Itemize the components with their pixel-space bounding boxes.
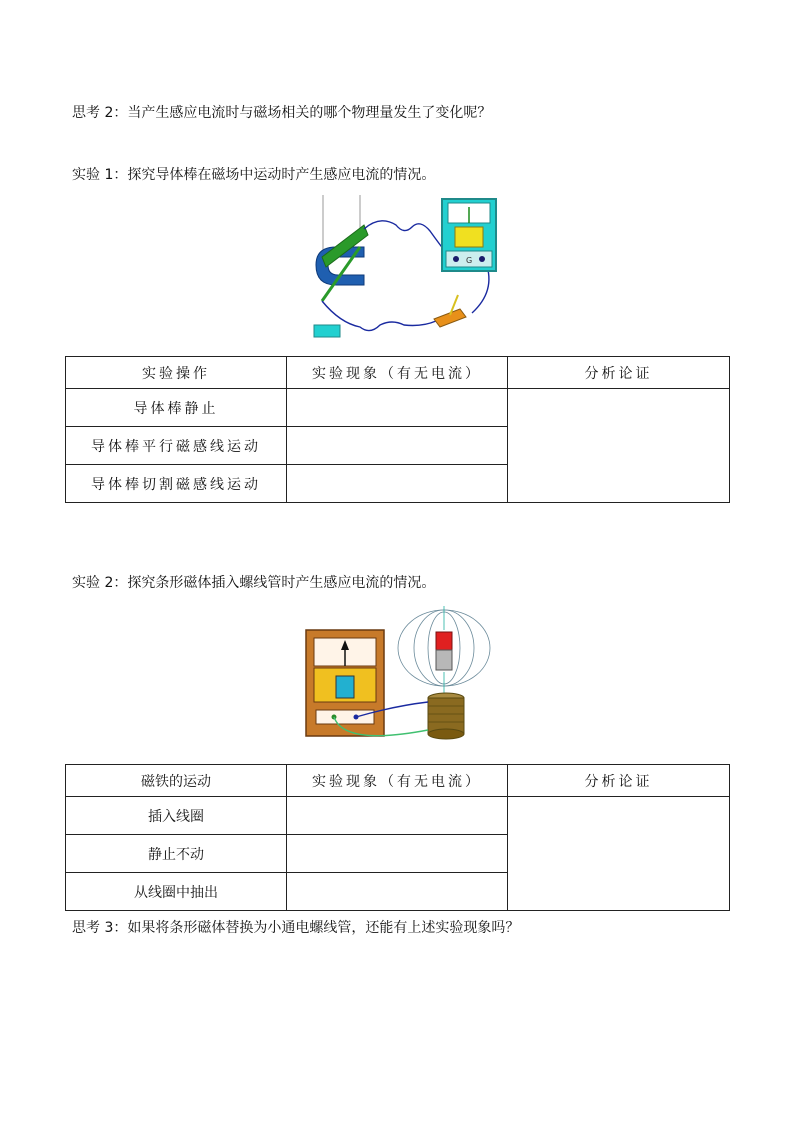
- exp1-header-analysis: 分析论证: [508, 357, 730, 389]
- exp2-analysis-cell[interactable]: [508, 797, 730, 911]
- small-cyan-box: [314, 325, 340, 337]
- experiment-2-figure: [304, 606, 496, 742]
- galvanometer-magnet: [336, 676, 354, 698]
- exp1-analysis-cell[interactable]: [508, 389, 730, 503]
- exp1-row-2-operation: 导体棒平行磁感线运动: [66, 427, 287, 465]
- bar-magnet-south: [436, 650, 452, 670]
- think-3-question: 思考 3：如果将条形磁体替换为小通电螺线管，还能有上述实验现象吗？: [72, 920, 520, 936]
- exp2-header-analysis: 分析论证: [508, 765, 730, 797]
- exp2-row-1-motion: 插入线圈: [66, 797, 287, 835]
- exp1-header-operation: 实验操作: [66, 357, 287, 389]
- switch: [434, 309, 466, 327]
- coil-bottom: [428, 729, 464, 739]
- galvanometer-magnet: [455, 227, 483, 247]
- galvanometer-label: G: [466, 256, 473, 265]
- terminal-left: [453, 256, 459, 262]
- conductor-rod: [322, 225, 368, 267]
- bar-magnet-north: [436, 632, 452, 650]
- experiment-2-table: [65, 764, 730, 911]
- experiment-2-title: 实验 2：探究条形磁体插入螺线管时产生感应电流的情况。: [72, 575, 436, 591]
- exp2-header-phenomenon: 实验现象（有无电流）: [287, 765, 508, 797]
- think-2-question: 思考 2：当产生感应电流时与磁场相关的哪个物理量发生了变化呢？: [72, 105, 492, 121]
- terminal-right: [479, 256, 485, 262]
- exp2-row-2-phenomenon-cell[interactable]: [287, 835, 508, 873]
- exp2-row-3-motion: 从线圈中抽出: [66, 873, 287, 911]
- exp2-header-magnet-motion: 磁铁的运动: [66, 765, 287, 797]
- exp1-row-3-phenomenon-cell[interactable]: [287, 465, 508, 503]
- galvanometer-terminal-panel: [316, 710, 374, 724]
- exp1-row-2-phenomenon-cell[interactable]: [287, 427, 508, 465]
- exp2-row-1-phenomenon-cell[interactable]: [287, 797, 508, 835]
- experiment-1-table: [65, 356, 730, 503]
- coiled-wire-top: [364, 221, 448, 255]
- experiment-1-title: 实验 1：探究导体棒在磁场中运动时产生感应电流的情况。: [72, 167, 436, 183]
- exp1-header-phenomenon: 实验现象（有无电流）: [287, 357, 508, 389]
- exp2-row-3-phenomenon-cell[interactable]: [287, 873, 508, 911]
- exp1-row-1-operation: 导体棒静止: [66, 389, 287, 427]
- experiment-1-figure: [300, 195, 500, 343]
- exp2-row-2-motion: 静止不动: [66, 835, 287, 873]
- exp1-row-1-phenomenon-cell[interactable]: [287, 389, 508, 427]
- exp1-row-3-operation: 导体棒切割磁感线运动: [66, 465, 287, 503]
